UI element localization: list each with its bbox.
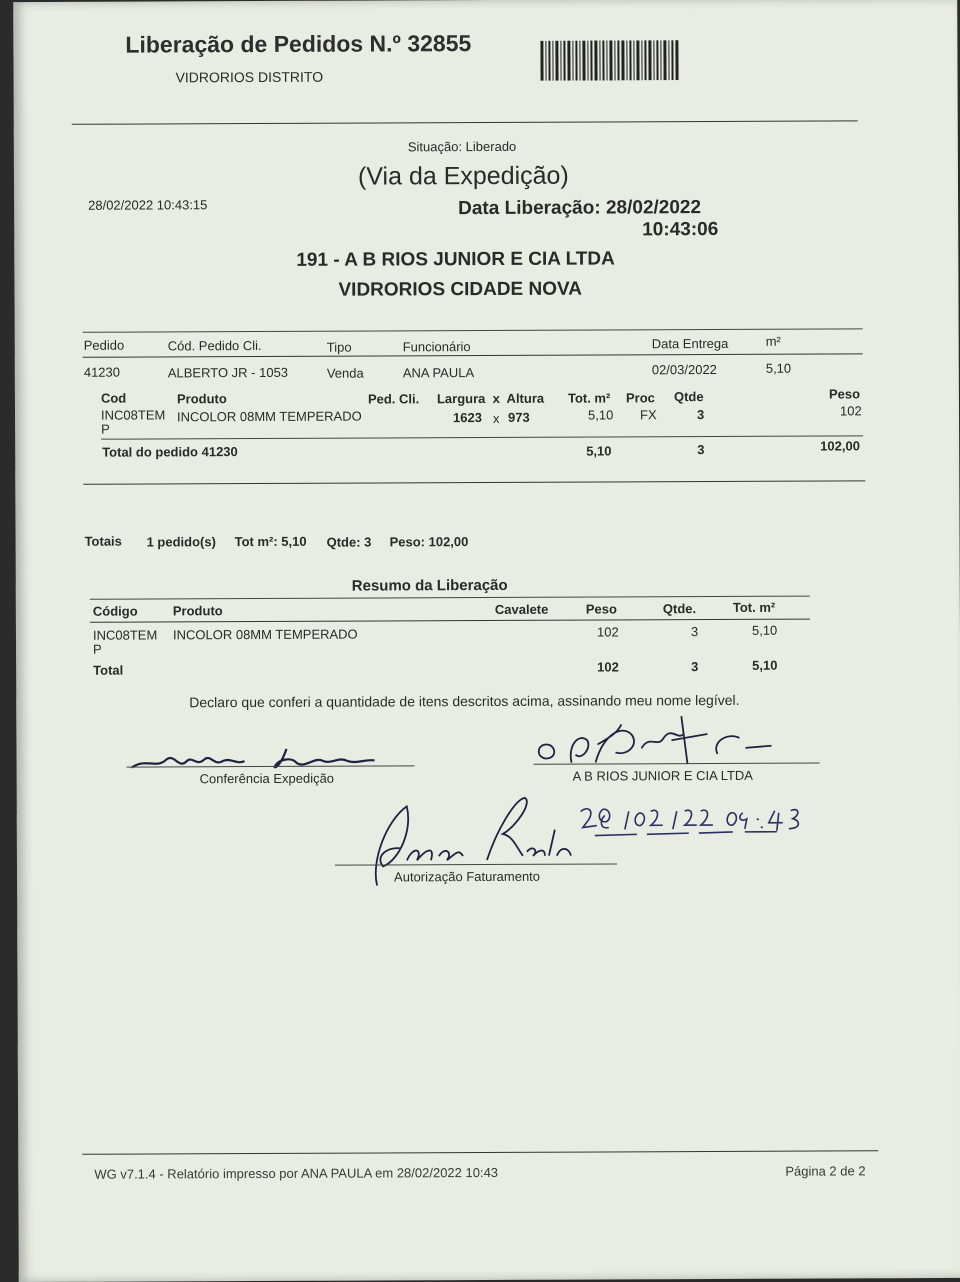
item-col-proc: Proc — [625, 390, 655, 406]
col-data-entrega: Data Entrega — [651, 335, 729, 352]
print-datetime: 28/02/2022 10:43:15 — [88, 197, 208, 213]
order-table-top-rule — [83, 328, 863, 332]
col-m2: m² — [765, 333, 781, 349]
item-cod-line1: INC08TEM — [100, 407, 166, 423]
via-label: (Via da Expedição) — [357, 161, 569, 191]
client-subtitle: VIDRORIOS CIDADE NOVA — [338, 278, 583, 301]
document-page — [13, 0, 960, 1282]
totals-pedidos: 1 pedido(s) — [146, 534, 216, 550]
resumo-total-qtde: 3 — [691, 659, 699, 675]
item-col-qtde: Qtde — [673, 389, 704, 405]
item-proc: FX — [639, 407, 657, 423]
order-m2: 5,10 — [765, 360, 792, 376]
col-cod-pedido-cli: Cód. Pedido Cli. — [167, 337, 262, 354]
header-divider — [72, 120, 858, 124]
item-col-produto: Produto — [176, 391, 227, 407]
resumo-total-tot-m2: 5,10 — [752, 657, 778, 673]
totals-peso: Peso: 102,00 — [389, 534, 469, 550]
footer-report-info: WG v7.1.4 - Relatório impresso por ANA PAULA em 28/02/2022 10:43 — [94, 1164, 499, 1182]
autorizacao-label: Autorização Faturamento — [394, 868, 541, 885]
item-cod-line2: P — [101, 421, 110, 437]
situacao-label: Situação: Liberado — [407, 138, 517, 155]
col-tipo: Tipo — [326, 339, 352, 355]
item-col-ped-cli: Ped. Cli. — [367, 391, 420, 407]
totals-qtde: Qtde: 3 — [326, 534, 372, 550]
resumo-total-peso: 102 — [597, 659, 619, 675]
order-total-label: Total do pedido 41230 — [102, 444, 238, 460]
item-col-tot-m2: Tot. m² — [567, 390, 611, 406]
resumo-col-peso: Peso — [585, 601, 617, 617]
order-table-bottom-rule — [83, 480, 865, 484]
footer-page-number: Página 2 de 2 — [785, 1163, 866, 1179]
order-tipo: Venda — [326, 365, 364, 381]
resumo-top-rule — [90, 596, 810, 600]
order-total-qtde: 3 — [697, 442, 705, 458]
declaration-text: Declaro que conferi a quantidade de itens descritos acima, assinando meu nome legível. — [189, 691, 740, 711]
item-col-peso: Peso — [828, 386, 861, 402]
item-produto: INCOLOR 08MM TEMPERADO — [176, 408, 362, 425]
totals-tot-m2: Tot m²: 5,10 — [234, 533, 307, 550]
col-funcionario: Funcionário — [402, 339, 471, 355]
barcode-icon — [540, 40, 680, 81]
client-name: 191 - A B RIOS JUNIOR E CIA LTDA — [296, 248, 615, 271]
company-name: VIDRORIOS DISTRITO — [175, 68, 324, 86]
order-cod-pedido-cli: ALBERTO JR - 1053 — [167, 364, 289, 381]
order-total-rule — [101, 435, 863, 439]
resumo-title: Resumo da Liberação — [351, 576, 508, 595]
resumo-row-codigo-line2: P — [93, 641, 102, 657]
resumo-total-label: Total — [93, 662, 124, 678]
resumo-row-codigo-line1: INC08TEM — [92, 627, 158, 643]
totals-label: Totais — [84, 533, 122, 549]
resumo-row-tot-m2: 5,10 — [751, 622, 778, 638]
resumo-row-peso: 102 — [596, 624, 619, 640]
order-total-peso: 102,00 — [820, 438, 860, 454]
resumo-col-tot-m2: Tot. m² — [732, 599, 776, 615]
col-pedido: Pedido — [83, 337, 125, 353]
conferencia-label: Conferência Expedição — [199, 770, 335, 787]
resumo-row-qtde: 3 — [690, 624, 699, 640]
footer-rule — [82, 1150, 878, 1154]
handwritten-date — [577, 799, 817, 840]
item-col-largura-altura: Largura x Altura — [436, 390, 545, 407]
resumo-row-produto: INCOLOR 08MM TEMPERADO — [172, 626, 358, 643]
item-qtde: 3 — [696, 407, 705, 423]
order-total-m2: 5,10 — [586, 443, 612, 459]
resumo-col-codigo: Código — [92, 603, 138, 619]
item-x: x — [493, 410, 500, 426]
data-liberacao: Data Liberação: 28/02/2022 — [458, 197, 702, 220]
resumo-col-produto: Produto — [172, 603, 223, 619]
resumo-col-cavalete: Cavalete — [494, 601, 549, 617]
document-title: Liberação de Pedidos N.º 32855 — [125, 30, 472, 58]
item-altura: 973 — [507, 409, 530, 425]
order-data-entrega: 02/03/2022 — [651, 361, 717, 378]
item-tot-m2: 5,10 — [587, 407, 614, 423]
hora-liberacao: 10:43:06 — [642, 218, 719, 241]
resumo-header-rule — [90, 619, 810, 623]
resumo-col-qtde: Qtde. — [662, 601, 697, 617]
item-peso: 102 — [839, 403, 862, 419]
item-largura: 1623 — [452, 410, 482, 426]
order-pedido: 41230 — [83, 364, 121, 380]
order-funcionario: ANA PAULA — [402, 365, 475, 381]
order-header-rule — [83, 353, 863, 357]
client-signature-label: A B RIOS JUNIOR E CIA LTDA — [572, 767, 753, 784]
item-col-cod: Cod — [100, 390, 127, 406]
